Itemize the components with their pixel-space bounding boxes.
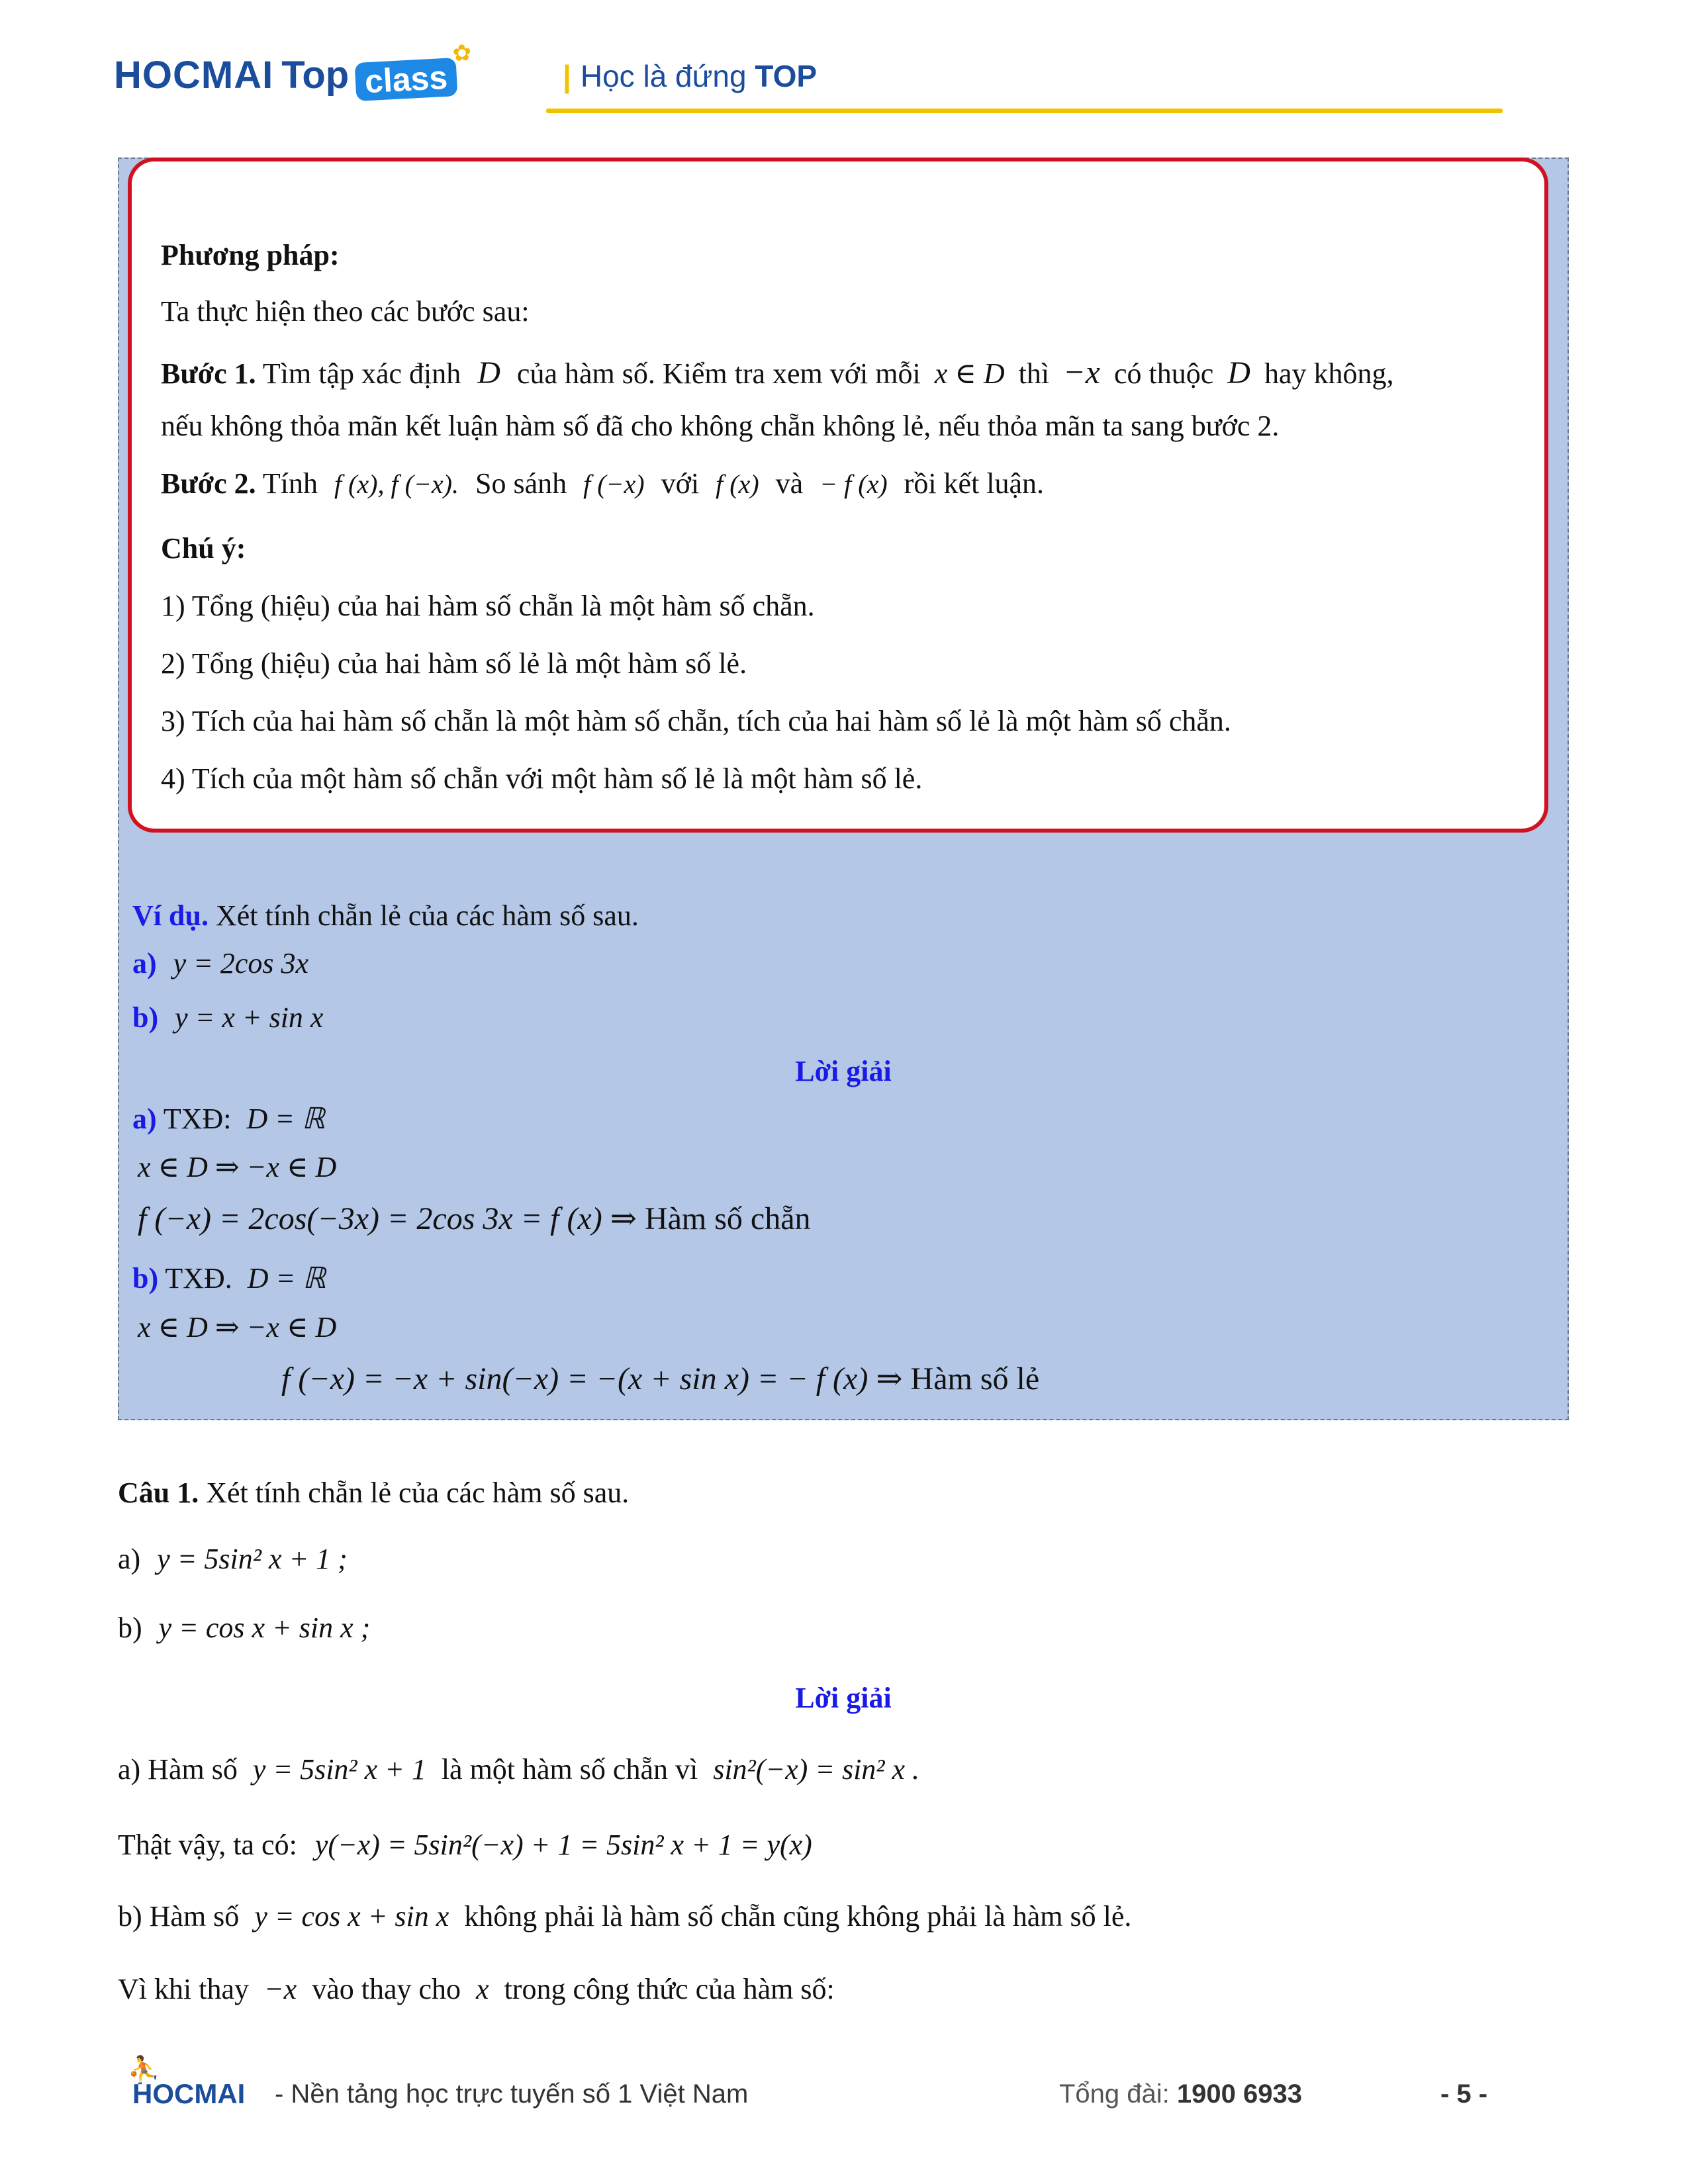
note-item: 1) Tổng (hiệu) của hai hàm số chẵn là một hàm số chẵn. [161, 590, 815, 622]
example-solution-title: Lời giải [795, 1055, 892, 1087]
logo-hocmai-text: HOCMAI [114, 54, 274, 97]
example-sol-a: a) TXĐ: D = ℝ [132, 1103, 325, 1135]
question1-sol-a-proof: Thật vậy, ta có: y(−x) = 5sin²(−x) + 1 = 5sin² x + 1 = y(x) [118, 1829, 812, 1861]
footer-logo: ⛹ HOCMAI [127, 2056, 246, 2109]
example-sol-b: b) TXĐ. D = ℝ [132, 1262, 326, 1295]
example-heading: Ví dụ. Xét tính chẵn lẻ của các hàm số sau. [132, 899, 639, 932]
question1-solution-title: Lời giải [795, 1682, 892, 1714]
tagline-divider: | [563, 59, 571, 93]
footer-slogan: - Nền tảng học trực tuyến số 1 Việt Nam [275, 2079, 749, 2109]
note-item: 2) Tổng (hiệu) của hai hàm số lẻ là một hàm số lẻ. [161, 647, 747, 680]
example-sol-a-calc: f (−x) = 2cos(−3x) = 2cos 3x = f (x) ⇒ Hàm số chẵn [138, 1201, 811, 1236]
question1-heading: Câu 1. Xét tính chẵn lẻ của các hàm số sau. [118, 1477, 630, 1509]
method-step1: Bước 1. Tìm tập xác định D của hàm số. Kiểm tra xem với mỗi x ∈ D thì −x có thuộc D hay không, [161, 353, 1394, 390]
star-icon: ✿ [451, 40, 473, 67]
note-title: Chú ý: [161, 532, 246, 565]
example-sol-b-calc: f (−x) = −x + sin(−x) = −(x + sin x) = − f (x) ⇒ Hàm số lẻ [281, 1361, 1040, 1396]
note-item: 4) Tích của một hàm số chẵn với một hàm số lẻ là một hàm số lẻ. [161, 762, 923, 795]
logo-class-badge: class ✿ [355, 58, 458, 101]
header-underline [546, 109, 1503, 113]
footer-hotline: Tổng đài: 1900 6933 [1059, 2079, 1302, 2109]
method-title: Phương pháp: [161, 239, 340, 271]
example-b: b) y = x + sin x [132, 1001, 324, 1034]
people-logo-icon: ⛹ [127, 2056, 160, 2085]
question1-sol-a: a) Hàm số y = 5sin² x + 1 là một hàm số chẵn vì sin²(−x) = sin² x . [118, 1753, 920, 1786]
example-sol-b-domain: x ∈ D ⇒ −x ∈ D [138, 1311, 337, 1343]
method-intro: Ta thực hiện theo các bước sau: [161, 295, 530, 328]
question1-b: b) y = cos x + sin x ; [118, 1612, 371, 1644]
method-step2: Bước 2. Tính f (x), f (−x). So sánh f (−x) với f (x) và − f (x) rồi kết luận. [161, 467, 1045, 500]
question1-a: a) y = 5sin² x + 1 ; [118, 1543, 348, 1575]
header-tagline: | Học là đứng TOP [563, 59, 818, 93]
question1-sol-b-reason: Vì khi thay −x vào thay cho x trong công thức của hàm số: [118, 1973, 835, 2005]
example-a: a) y = 2cos 3x [132, 947, 309, 979]
logo-top-text: Top [281, 54, 350, 97]
example-sol-a-domain: x ∈ D ⇒ −x ∈ D [138, 1151, 337, 1183]
note-item: 3) Tích của hai hàm số chẵn là một hàm số chẵn, tích của hai hàm số lẻ là một hàm số chẵn. [161, 705, 1231, 737]
method-step1-line2: nếu không thỏa mãn kết luận hàm số đã cho không chẵn không lẻ, nếu thỏa mãn ta sang bước 2. [161, 410, 1280, 442]
question1-sol-b: b) Hàm số y = cos x + sin x không phải là hàm số chẵn cũng không phải là hàm số lẻ. [118, 1900, 1132, 1933]
page-number: - 5 - [1440, 2079, 1488, 2109]
brand-logo [114, 40, 473, 113]
